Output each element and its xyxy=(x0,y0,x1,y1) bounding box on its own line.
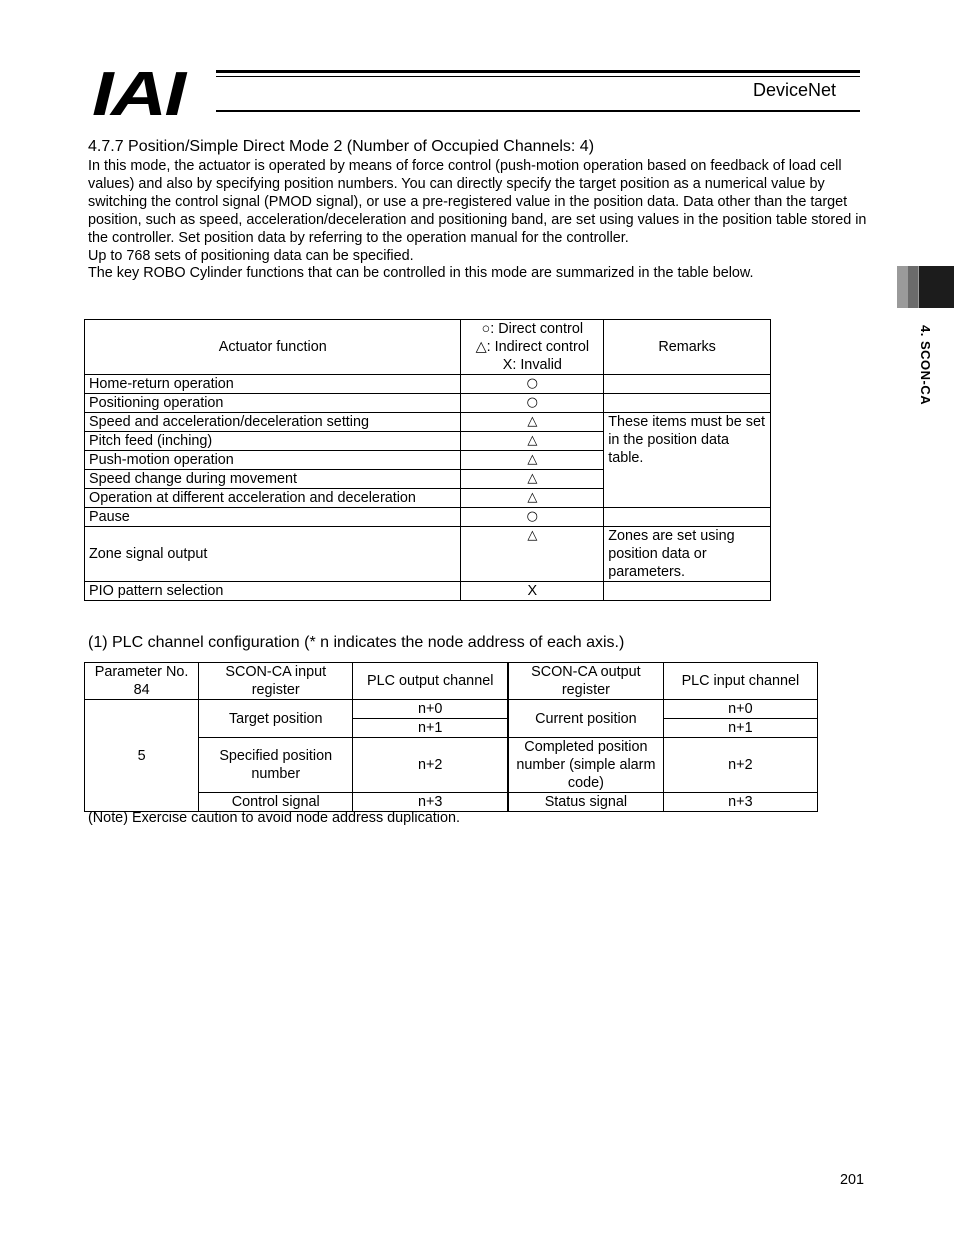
doc-title: DeviceNet xyxy=(753,80,837,100)
iai-logo: IAI xyxy=(92,60,184,129)
mark-cell: △ xyxy=(461,470,604,489)
input-channel-cell: n+3 xyxy=(663,793,817,812)
header-plc-output: PLC output channel xyxy=(353,663,508,700)
input-channel-cell: n+0 xyxy=(663,700,817,719)
table-row xyxy=(85,508,771,527)
header-rule-top xyxy=(216,70,860,73)
output-register-cell: Current position xyxy=(508,700,663,738)
table-row xyxy=(85,394,771,413)
output-channel-cell: n+3 xyxy=(353,793,508,812)
function-cell: Operation at different acceleration and deceleration xyxy=(85,489,461,508)
input-channel-cell: n+2 xyxy=(663,738,817,793)
mark-cell: △ xyxy=(461,413,604,432)
remarks-cell xyxy=(604,375,771,394)
header-remarks: Remarks xyxy=(604,320,771,375)
function-cell: Home-return operation xyxy=(85,375,461,394)
function-cell: Pitch feed (inching) xyxy=(85,432,461,451)
chapter-tab-mid xyxy=(908,266,918,308)
input-register-cell: Specified position number xyxy=(199,738,353,793)
remarks-cell xyxy=(604,582,771,601)
mark-cell: X xyxy=(461,582,604,601)
legend-indirect: △: Indirect control xyxy=(475,339,590,355)
section-title: 4.7.7 Position/Simple Direct Mode 2 (Number of Occupied Channels: 4) xyxy=(88,138,595,155)
output-channel-cell: n+2 xyxy=(353,738,508,793)
paragraph: The key ROBO Cylinder functions that can be controlled in this mode are summarized in the table below. xyxy=(88,265,754,282)
mark-cell: △ xyxy=(461,451,604,470)
header-rule-bottom xyxy=(216,110,860,112)
function-cell: Pause xyxy=(85,508,461,527)
table-row xyxy=(85,375,771,394)
paragraph: Up to 768 sets of positioning data can be specified. xyxy=(88,247,414,264)
chapter-label: 4. SCON-CA xyxy=(918,325,933,406)
function-cell: Zone signal output xyxy=(85,527,461,582)
mark-cell: △ xyxy=(461,489,604,508)
input-register-cell: Control signal xyxy=(199,793,353,812)
header-rule-thin xyxy=(216,76,860,77)
param-value: 5 xyxy=(85,700,199,812)
legend-direct: ○: Direct control xyxy=(481,321,584,337)
input-channel-cell: n+1 xyxy=(663,719,817,738)
output-register-cell: Status signal xyxy=(508,793,663,812)
output-channel-cell: n+0 xyxy=(353,700,508,719)
output-channel-cell: n+1 xyxy=(353,719,508,738)
remarks-cell xyxy=(604,394,771,413)
legend-invalid: X: Invalid xyxy=(502,357,562,373)
function-table xyxy=(84,319,771,601)
remarks-cell: These items must be set in the position data table. xyxy=(604,413,771,508)
header-output-register: SCON-CA output register xyxy=(508,663,663,700)
paragraph: In this mode, the actuator is operated by means of force control (push-motion operation based on feedback of load cell values) and also by specifying position numbers. You can directly specify the target position as a numerical value by switching the control signal (PMOD signal), or use a pre-registered value in the position data. Data other than the target position, such as speed, acceleration/deceleration and positioning band, are set using values in the position table stored in the controller. Set position data by referring to the operation manual for the controller. xyxy=(88,158,867,246)
header-plc-input: PLC input channel xyxy=(663,663,817,700)
remarks-cell xyxy=(604,508,771,527)
header-param: Parameter No. 84 xyxy=(85,663,199,700)
remarks-cell: Zones are set using position data or parameters. xyxy=(604,527,771,582)
function-cell: Speed change during movement xyxy=(85,470,461,489)
table-header-row xyxy=(85,320,771,375)
note: (Note) Exercise caution to avoid node address duplication. xyxy=(88,810,460,826)
table-row xyxy=(85,527,771,582)
function-cell: Push-motion operation xyxy=(85,451,461,470)
table-row xyxy=(85,413,771,432)
chapter-tab-dark xyxy=(919,266,954,308)
mark-cell: △ xyxy=(461,432,604,451)
function-cell: Speed and acceleration/deceleration setting xyxy=(85,413,461,432)
header-function: Actuator function xyxy=(85,320,461,375)
section-body xyxy=(88,158,868,283)
output-register-cell: Completed position number (simple alarm code) xyxy=(508,738,663,793)
plc-section-title: (1) PLC channel configuration (* n indicates the node address of each axis.) xyxy=(88,634,625,651)
header-legend xyxy=(461,320,604,375)
mark-cell: ○ xyxy=(461,508,604,527)
page-number: 201 xyxy=(840,1172,865,1188)
plc-channel-table xyxy=(84,662,818,812)
table-header-row xyxy=(85,663,818,700)
table-row xyxy=(85,582,771,601)
mark-cell: ○ xyxy=(461,375,604,394)
table-row xyxy=(85,700,818,719)
function-cell: PIO pattern selection xyxy=(85,582,461,601)
mark-cell: △ xyxy=(461,527,604,582)
input-register-cell: Target position xyxy=(199,700,353,738)
header-input-register: SCON-CA input register xyxy=(199,663,353,700)
mark-cell: ○ xyxy=(461,394,604,413)
function-cell: Positioning operation xyxy=(85,394,461,413)
